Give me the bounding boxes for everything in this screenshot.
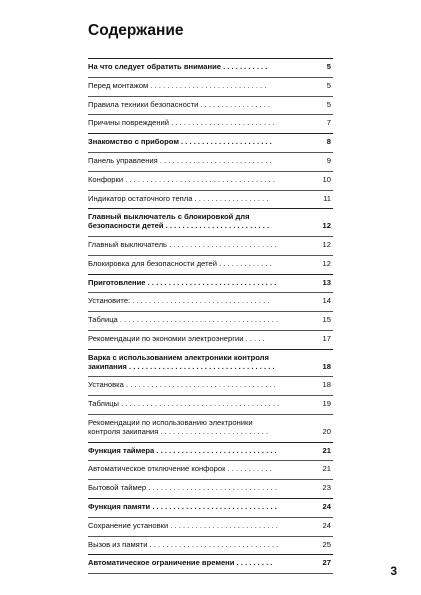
toc-entry[interactable]	[88, 330, 333, 349]
toc-entry[interactable]	[88, 292, 333, 311]
toc-entry-title: Индикатор остаточного тепла . . . . . . . . . . . . . . . . . .	[88, 193, 269, 203]
toc-entry[interactable]	[88, 96, 333, 115]
toc-entry-title: Установите: . . . . . . . . . . . . . . . . . . . . . . . . . . . . . . . . .	[88, 296, 270, 306]
toc-entry[interactable]	[88, 376, 333, 395]
toc-entry-title: Функция таймера . . . . . . . . . . . . . . . . . . . . . . . . . . . . .	[88, 445, 277, 455]
toc-entry-page: 11	[323, 193, 331, 203]
toc-entry-page: 5	[326, 62, 331, 71]
toc-entry[interactable]	[88, 114, 333, 133]
toc-entry-page: 21	[322, 445, 331, 455]
toc-entry-title: Рекомендации по экономии электроэнергии . . . . .	[88, 333, 265, 343]
toc-section-entry[interactable]	[88, 498, 333, 517]
toc-entry[interactable]	[88, 395, 333, 414]
toc-section-entry[interactable]	[88, 349, 333, 377]
toc-entry-page: 10	[322, 174, 331, 184]
toc-entry-title: Главный выключатель . . . . . . . . . . . . . . . . . . . . . . . . . .	[88, 239, 277, 249]
toc-entry-title: Бытовой таймер . . . . . . . . . . . . . . . . . . . . . . . . . . . . . . .	[88, 483, 277, 493]
toc-entry-page: 23	[322, 483, 331, 493]
toc-entry-page: 18	[322, 361, 331, 371]
toc-entry-title: Таблицы . . . . . . . . . . . . . . . . . . . . . . . . . . . . . . . . . . . . . .	[88, 399, 280, 409]
toc-entry[interactable]	[88, 460, 333, 479]
toc-entry[interactable]	[88, 77, 333, 96]
toc-entry[interactable]	[88, 517, 333, 536]
toc-section-entry[interactable]	[88, 133, 333, 152]
toc-entry-page: 15	[322, 315, 331, 325]
toc-entry-title: Функция памяти . . . . . . . . . . . . . . . . . . . . . . . . . . . . . .	[88, 501, 277, 511]
toc-entry-page: 5	[326, 99, 331, 109]
toc-entry-title: Правила техники безопасности . . . . . . . . . . . . . . . . .	[88, 99, 271, 109]
toc-section-entry[interactable]	[88, 208, 333, 236]
toc-entry[interactable]	[88, 479, 333, 498]
toc-entry-title: Приготовление . . . . . . . . . . . . . . . . . . . . . . . . . . . . . . .	[88, 277, 277, 287]
toc-entry-page: 13	[322, 277, 331, 287]
toc-entry-title: Конфорки . . . . . . . . . . . . . . . . . . . . . . . . . . . . . . . . . . . .	[88, 174, 276, 184]
toc-entry[interactable]	[88, 236, 333, 255]
toc-entry[interactable]	[88, 255, 333, 274]
toc-entry-page: 12	[322, 258, 331, 268]
toc-section-entry[interactable]	[88, 58, 333, 77]
toc-entry[interactable]	[88, 311, 333, 330]
table-of-contents	[88, 58, 333, 574]
toc-entry-title: Варка с использованием электроники контроля закипания . . . . . . . . . . . . . . . . . . . . . . . . . . . . . . . . . . .	[88, 352, 275, 371]
toc-entry-title: Главный выключатель с блокировкой для безопасности детей . . . . . . . . . . . . . . . . . . . . . . . . .	[88, 212, 270, 231]
toc-section-entry[interactable]	[88, 274, 333, 293]
toc-section-entry[interactable]	[88, 442, 333, 461]
toc-entry-title: Рекомендации по использованию электроники контроля закипания . . . . . . . . . . . . . . . . . . . . . . . . . .	[88, 417, 269, 436]
toc-entry-title: Вызов из памяти . . . . . . . . . . . . . . . . . . . . . . . . . . . . . . .	[88, 539, 279, 549]
toc-entry-page: 17	[322, 333, 331, 343]
toc-entry-page: 24	[322, 520, 331, 530]
toc-section-entry[interactable]	[88, 554, 333, 574]
toc-entry-page: 12	[322, 221, 331, 231]
toc-entry-page: 21	[322, 464, 331, 474]
toc-entry[interactable]	[88, 414, 333, 442]
toc-entry[interactable]	[88, 190, 333, 209]
toc-entry-page: 27	[322, 558, 331, 568]
toc-entry-page: 24	[322, 501, 331, 511]
toc-entry-page: 20	[322, 426, 331, 436]
toc-entry-page: 19	[322, 399, 331, 409]
toc-entry-title: Перед монтажом . . . . . . . . . . . . . . . . . . . . . . . . . . . .	[88, 80, 267, 90]
toc-entry-page: 9	[326, 155, 331, 165]
toc-entry-page: 7	[326, 118, 331, 128]
toc-entry-page: 25	[322, 539, 331, 549]
toc-entry-page: 8	[326, 137, 331, 147]
toc-entry-title: Блокировка для безопасности детей . . . . . . . . . . . . .	[88, 258, 272, 268]
toc-entry-page: 18	[322, 380, 331, 390]
toc-entry-title: На что следует обратить внимание . . . . . . . . . . .	[88, 62, 268, 71]
toc-entry-title: Автоматическое отключение конфорок . . . . . . . . . . .	[88, 464, 272, 474]
toc-entry-page: 12	[322, 239, 331, 249]
toc-entry[interactable]	[88, 536, 333, 555]
toc-entry-page: 5	[326, 80, 331, 90]
toc-entry-title: Автоматическое ограничение времени . . . . . . . . .	[88, 558, 273, 568]
toc-entry-page: 14	[322, 296, 331, 306]
toc-entry-title: Таблица . . . . . . . . . . . . . . . . . . . . . . . . . . . . . . . . . . . . . .	[88, 315, 279, 325]
toc-entry[interactable]	[88, 171, 333, 190]
page-number: 3	[390, 564, 397, 578]
toc-entry-title: Причины повреждений . . . . . . . . . . . . . . . . . . . . . . . . .	[88, 118, 275, 128]
toc-entry[interactable]	[88, 152, 333, 171]
toc-entry-title: Знакомство с прибором . . . . . . . . . . . . . . . . . . . . . .	[88, 137, 272, 147]
toc-entry-title: Установка . . . . . . . . . . . . . . . . . . . . . . . . . . . . . . . . . . . .	[88, 380, 276, 390]
toc-entry-title: Сохранение установки . . . . . . . . . . . . . . . . . . . . . . . . . .	[88, 520, 278, 530]
page-title: Содержание	[88, 22, 184, 39]
toc-entry-title: Панель управления . . . . . . . . . . . . . . . . . . . . . . . . . . .	[88, 155, 272, 165]
